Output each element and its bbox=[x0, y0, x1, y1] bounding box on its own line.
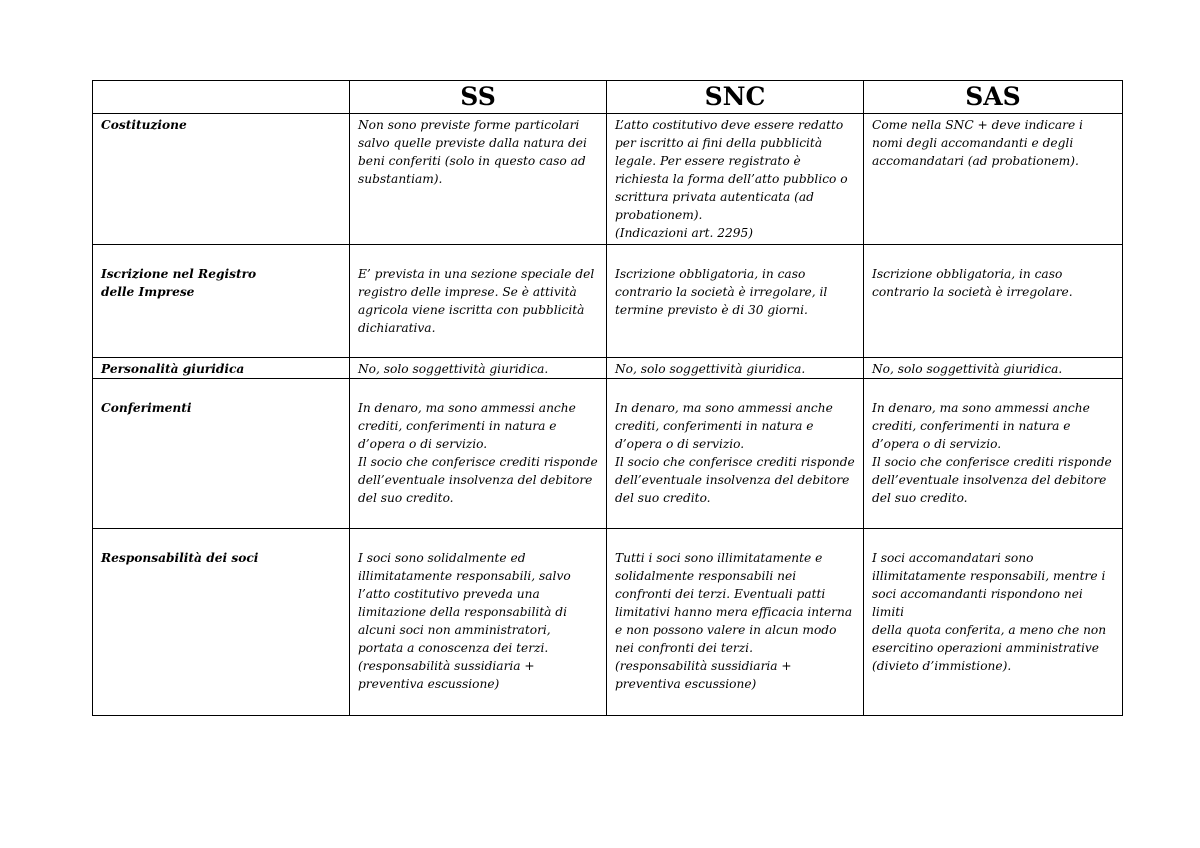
cell-costituzione-ss: Non sono previste forme particolari salvo quelle previste dalla natura dei beni conferiti (solo in questo caso ad substantiam). bbox=[350, 114, 607, 245]
cell-responsabilita-snc: Tutti i soci sono illimitatamente e solidalmente responsabili nei confronti dei terzi. Eventuali patti limitativi hanno mera efficacia interna e non possono valere in alcun modo nei confronti dei terzi. (responsabilità sussidiaria + preventiva escussione) bbox=[615, 551, 853, 691]
header-sas: SAS bbox=[864, 81, 1123, 114]
cell-iscrizione-sas: Iscrizione obbligatoria, in caso contrario la società è irregolare. bbox=[872, 267, 1073, 299]
cell-iscrizione-snc: Iscrizione obbligatoria, in caso contrario la società è irregolare, il termine previsto è di 30 giorni. bbox=[615, 267, 828, 317]
table-row-iscrizione bbox=[93, 245, 1123, 358]
header-corner-cell bbox=[93, 81, 350, 114]
cell-conferimenti-snc: In denaro, ma sono ammessi anche crediti, conferimenti in natura e d’opera o di servizio. Il socio che conferisce crediti risponde dell’eventuale insolvenza del debitore del suo credito. bbox=[615, 401, 855, 505]
cell-personalita-ss: No, solo soggettività giuridica. bbox=[350, 358, 607, 379]
table-row-personalita bbox=[93, 358, 1123, 379]
table-row-costituzione bbox=[93, 114, 1123, 245]
cell-responsabilita-ss: I soci sono solidalmente ed illimitatamente responsabili, salvo l’atto costitutivo preveda una limitazione della responsabilità di alcuni soci non amministratori, portata a conoscenza dei terzi. (responsabilità sussidiaria + preventiva escussione) bbox=[358, 551, 571, 691]
header-row bbox=[93, 81, 1123, 114]
cell-costituzione-snc: L’atto costitutivo deve essere redatto per iscritto ai fini della pubblicità legale. Per essere registrato è richiesta la forma dell’atto pubblico o scrittura privata autenticata (ad probationem). (Indicazioni art. 2295) bbox=[607, 114, 864, 245]
table-row-responsabilita bbox=[93, 529, 1123, 716]
row-label-personalita: Personalità giuridica bbox=[93, 358, 350, 379]
row-label-costituzione: Costituzione bbox=[93, 114, 350, 245]
cell-personalita-snc: No, solo soggettività giuridica. bbox=[607, 358, 864, 379]
table-row-conferimenti bbox=[93, 379, 1123, 529]
row-label-iscrizione: Iscrizione nel Registro delle Imprese bbox=[101, 267, 257, 299]
cell-conferimenti-ss: In denaro, ma sono ammessi anche crediti, conferimenti in natura e d’opera o di servizio. Il socio che conferisce crediti risponde dell’eventuale insolvenza del debitore del suo credito. bbox=[358, 401, 598, 505]
header-snc: SNC bbox=[607, 81, 864, 114]
cell-responsabilita-sas: I soci accomandatari sono illimitatamente responsabili, mentre i soci accomandanti rispondono nei limiti della quota conferita, a meno che non esercitino operazioni amministrative (divieto d’immistione). bbox=[872, 551, 1107, 673]
comparison-table bbox=[92, 80, 1123, 716]
cell-costituzione-sas: Come nella SNC + deve indicare i nomi degli accomandanti e degli accomandatari (ad probationem). bbox=[864, 114, 1123, 245]
row-label-responsabilita: Responsabilità dei soci bbox=[101, 551, 259, 565]
cell-conferimenti-sas: In denaro, ma sono ammessi anche crediti, conferimenti in natura e d’opera o di servizio. Il socio che conferisce crediti risponde dell’eventuale insolvenza del debitore del suo credito. bbox=[872, 401, 1112, 505]
row-label-conferimenti: Conferimenti bbox=[101, 401, 192, 415]
cell-iscrizione-ss: E’ prevista in una sezione speciale del registro delle imprese. Se è attività agricola viene iscritta con pubblicità dichiarativa. bbox=[358, 267, 595, 335]
header-ss: SS bbox=[350, 81, 607, 114]
cell-personalita-sas: No, solo soggettività giuridica. bbox=[864, 358, 1123, 379]
